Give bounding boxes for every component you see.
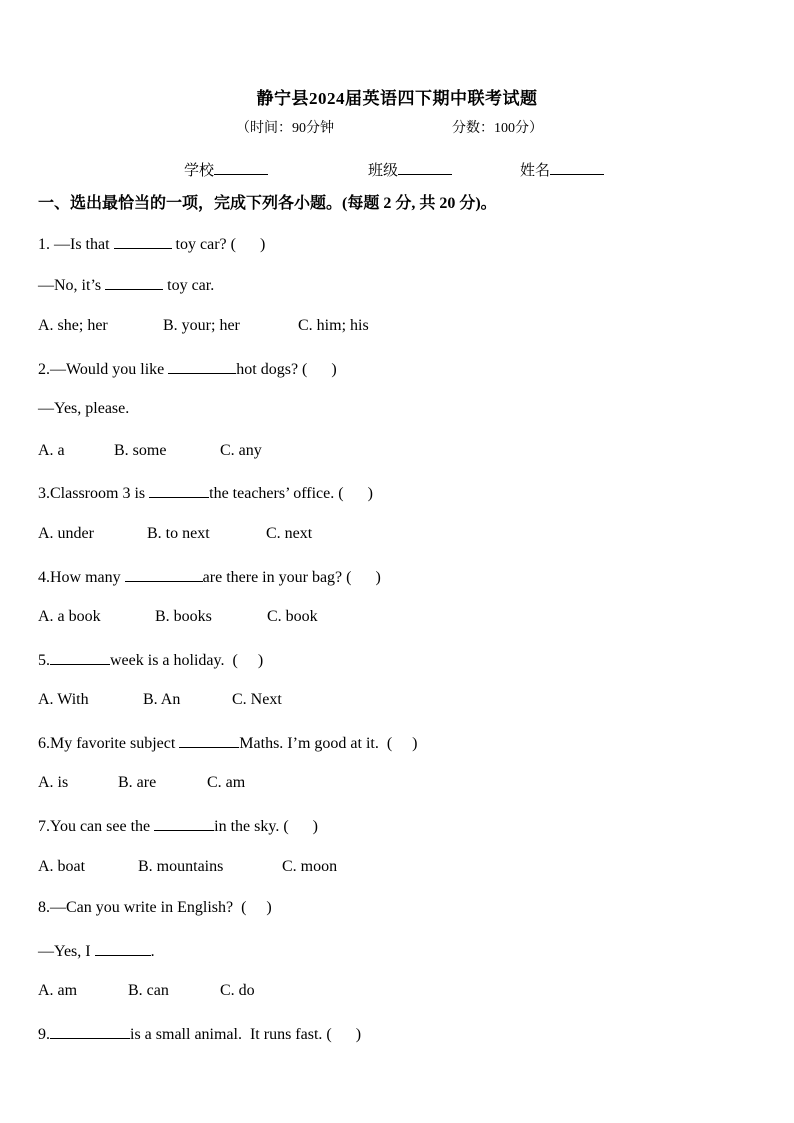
question-8-reply (38, 940, 155, 962)
question-3-option-a[interactable]: A. under (38, 525, 94, 542)
question-1-pre: 1. —Is that (38, 236, 114, 253)
school-blank[interactable] (214, 160, 268, 175)
question-7 (38, 815, 318, 837)
question-2-pre: 2.—Would you like (38, 361, 169, 378)
question-5 (38, 649, 263, 671)
question-2-blank[interactable] (168, 358, 236, 374)
question-2-reply-text: —Yes, please. (38, 400, 130, 417)
question-5-blank[interactable] (50, 649, 110, 665)
question-9-post: is a small animal. It runs fast. ( ) (130, 1026, 362, 1043)
question-4-pre: 4.How many (38, 569, 125, 586)
question-6-post: Maths. I’m good at it. ( ) (239, 735, 418, 752)
question-3-option-b[interactable]: B. to next (147, 525, 210, 542)
question-5-post: week is a holiday. ( ) (110, 652, 264, 669)
name-label: 姓名 (520, 163, 551, 179)
question-8-option-a[interactable]: A. am (38, 982, 78, 999)
question-5-option-a[interactable]: A. With (38, 691, 89, 708)
question-3-option-c[interactable]: C. next (266, 525, 313, 542)
question-1-option-c[interactable]: C. him; his (298, 317, 369, 334)
question-1-reply-blank[interactable] (105, 274, 163, 290)
question-6-option-a[interactable]: A. is (38, 774, 69, 791)
question-1-reply (38, 274, 214, 296)
question-1-reply-pre: —No, it’s (38, 277, 106, 294)
question-3-pre: 3.Classroom 3 is (38, 485, 150, 502)
question-8-option-b[interactable]: B. can (128, 982, 169, 999)
question-9 (38, 1023, 361, 1045)
question-4-option-c[interactable]: C. book (267, 608, 318, 625)
class-blank[interactable] (398, 160, 452, 175)
question-6 (38, 732, 418, 754)
question-3 (38, 482, 373, 504)
question-4-option-a[interactable]: A. a book (38, 608, 101, 625)
question-1-post: toy car? ( ) (171, 236, 266, 253)
question-2-post: hot dogs? ( ) (236, 361, 337, 378)
question-1-reply-post: toy car. (163, 277, 215, 294)
question-8-reply-post: . (150, 943, 155, 960)
question-2-option-c[interactable]: C. any (220, 442, 262, 459)
section-heading: 一、选出最恰当的一项，完成下列各小题。(每题 2 分, 共 20 分)。 (38, 195, 497, 212)
question-3-blank[interactable] (149, 482, 209, 498)
question-8-text: 8.—Can you write in English? ( ) (38, 899, 272, 916)
question-2-reply (38, 399, 129, 419)
name-field[interactable] (520, 159, 604, 180)
question-8 (38, 898, 272, 918)
question-1-option-a[interactable]: A. she; her (38, 317, 108, 334)
question-6-pre: 6.My favorite subject (38, 735, 180, 752)
question-5-option-b[interactable]: B. An (143, 691, 181, 708)
name-blank[interactable] (550, 160, 604, 175)
exam-title: 静宁县2024届英语四下期中联考试题 (256, 89, 538, 108)
question-7-post: in the sky. ( ) (214, 818, 318, 835)
question-9-pre: 9. (38, 1026, 50, 1043)
question-4-option-b[interactable]: B. books (155, 608, 212, 625)
question-5-pre: 5. (38, 652, 50, 669)
question-7-option-a[interactable]: A. boat (38, 858, 86, 875)
question-6-option-c[interactable]: C. am (207, 774, 246, 791)
question-3-post: the teachers’ office. ( ) (209, 485, 373, 502)
question-7-pre: 7.You can see the (38, 818, 155, 835)
question-4-blank[interactable] (125, 566, 203, 582)
question-2-option-a[interactable]: A. a (38, 442, 65, 459)
question-4 (38, 566, 381, 588)
class-label: 班级 (368, 163, 399, 179)
question-8-reply-pre: —Yes, I (38, 943, 95, 960)
question-2 (38, 358, 337, 380)
question-1-blank[interactable] (114, 233, 172, 249)
question-9-blank[interactable] (50, 1023, 130, 1039)
question-4-post: are there in your bag? ( ) (202, 569, 381, 586)
question-7-option-c[interactable]: C. moon (282, 858, 338, 875)
question-1 (38, 233, 265, 255)
exam-time: （时间：90分钟 (236, 121, 334, 136)
question-1-option-b[interactable]: B. your; her (163, 317, 240, 334)
school-field[interactable] (184, 159, 268, 180)
question-6-blank[interactable] (179, 732, 239, 748)
question-5-option-c[interactable]: C. Next (232, 691, 282, 708)
exam-score: 分数：100分） (452, 121, 543, 136)
question-8-option-c[interactable]: C. do (220, 982, 255, 999)
question-7-blank[interactable] (154, 815, 214, 831)
question-6-option-b[interactable]: B. are (118, 774, 157, 791)
question-7-option-b[interactable]: B. mountains (138, 858, 224, 875)
question-8-reply-blank[interactable] (95, 940, 151, 956)
question-2-option-b[interactable]: B. some (114, 442, 167, 459)
class-field[interactable] (368, 159, 452, 180)
school-label: 学校 (184, 163, 215, 179)
